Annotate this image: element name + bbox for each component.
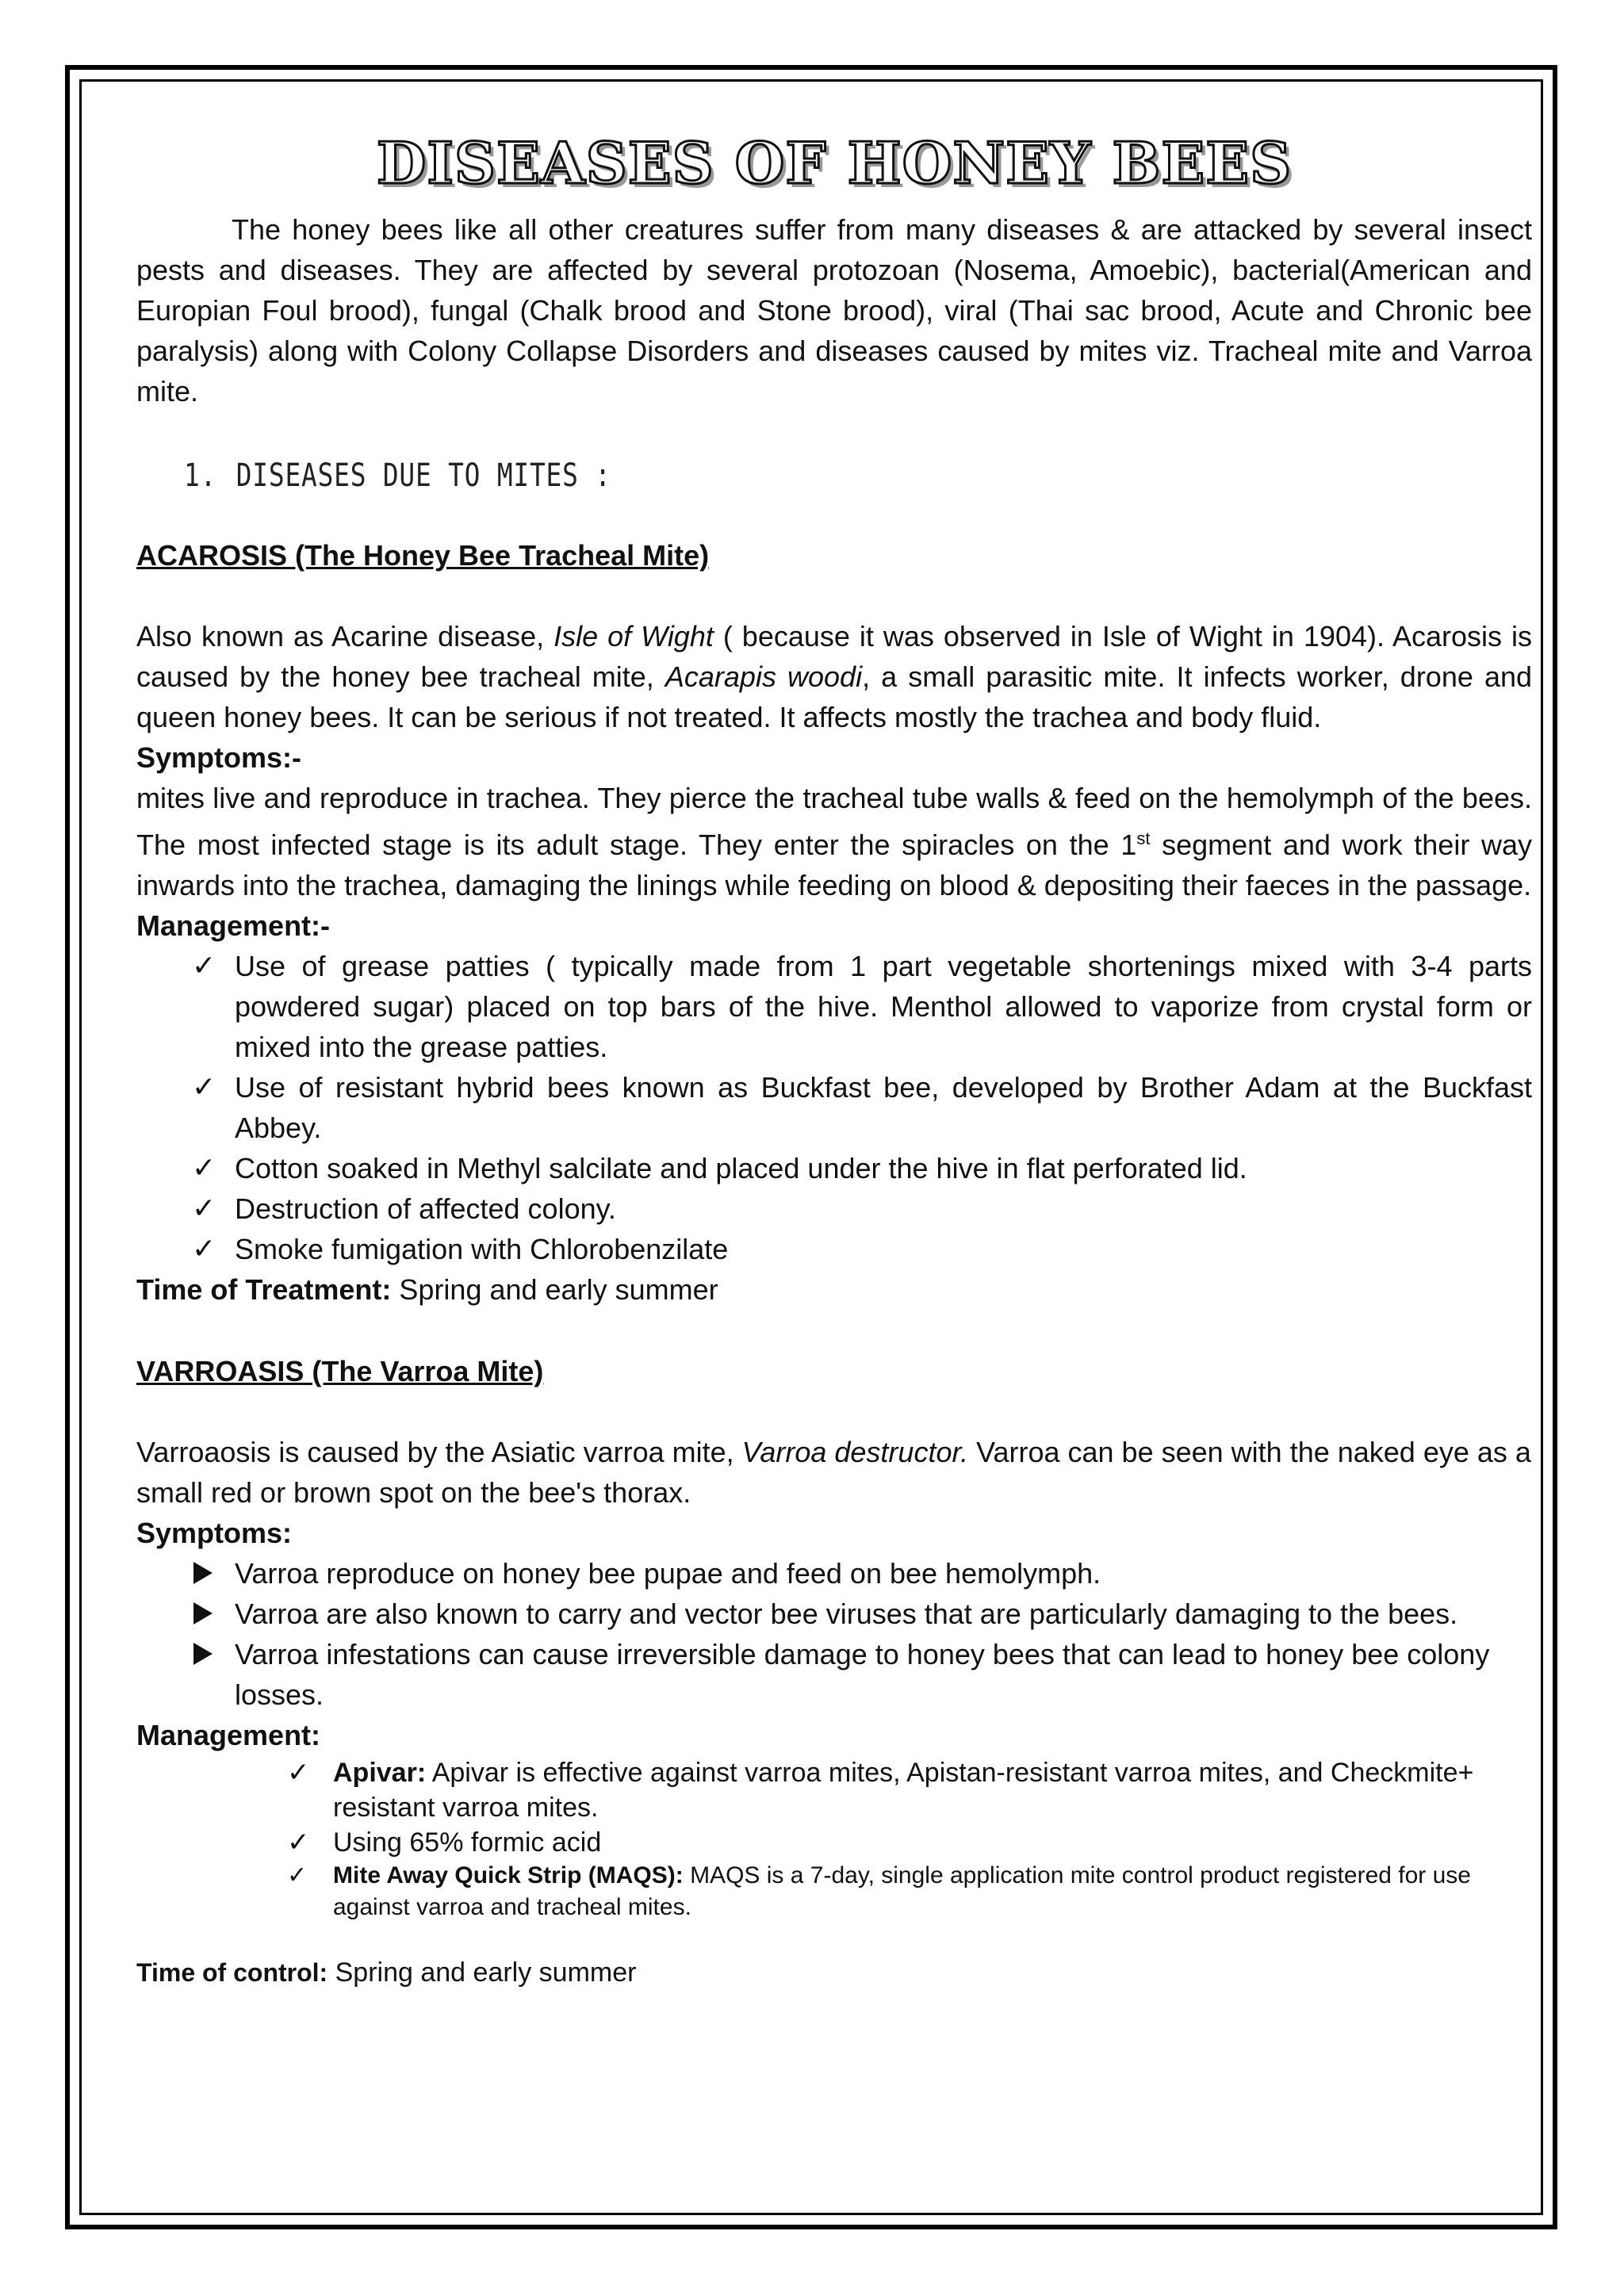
list-item-text: Varroa are also known to carry and vector bee viruses that are particularly damaging to the bees. (235, 1598, 1458, 1630)
section-number: 1. (184, 457, 217, 494)
list-item (136, 1553, 1532, 1594)
list-item-text: Destruction of affected colony. (235, 1192, 616, 1225)
italic-term: Isle of Wight (553, 620, 714, 652)
checkmark-icon: ✓ (287, 1862, 308, 1889)
acarosis-description (136, 616, 1532, 737)
italic-term: Varroa destructor. (741, 1436, 969, 1468)
text-run: , a small parasitic mite. It infects worker, drone and queen honey bees. It can be serious if not treated. It affects mostly the trachea and body fluid. (136, 660, 1533, 733)
list-item (136, 1860, 1532, 1923)
section-heading-mites (184, 457, 1289, 494)
text-run: mites live and reproduce in trachea. They pierce the tracheal tube walls & feed on the hemolymph of the bees. The most infected stage is its adult stage. They enter the spiracles on the 1 (136, 782, 1532, 861)
list-item-text: Varroa reproduce on honey bee pupae and feed on bee hemolymph. (235, 1557, 1101, 1590)
section-title: DISEASES DUE TO MITES : (236, 457, 611, 494)
list-item (136, 1229, 1532, 1269)
arrow-bullet-icon (193, 1643, 213, 1665)
superscript: st (1136, 828, 1151, 848)
document-body (136, 129, 1533, 1990)
list-item (136, 1634, 1532, 1715)
time-label: Time of control: (136, 1958, 328, 1987)
list-item-text: Apivar is effective against varroa mites, Apistan-resistant varroa mites, and Checkmite+ resistant varroa mites. (333, 1758, 1474, 1823)
page-title: DISEASES OF HONEY BEES (376, 129, 1293, 197)
time-value: Spring and early summer (391, 1273, 718, 1306)
arrow-bullet-icon (193, 1602, 213, 1624)
list-item-text: Use of grease patties ( typically made from 1 part vegetable shortenings mixed with 3-4 parts powdered sugar) placed on top bars of the hive. Menthol allowed to vaporize from crystal form or mixed into the grease patties. (235, 950, 1532, 1063)
text-run: segment and work their way inwards into the trachea, damaging the linings while feeding on blood & depositing their faeces in the passage. (136, 828, 1532, 901)
list-item-text: Varroa infestations can cause irreversible damage to honey bees that can lead to honey bee colony losses. (235, 1638, 1490, 1711)
list-item-text: MAQS is a 7-day, single application mite control product registered for use against varroa and tracheal mites. (333, 1862, 1471, 1920)
list-item (136, 1755, 1532, 1825)
checkmark-icon: ✓ (192, 1152, 216, 1184)
intro-paragraph: The honey bees like all other creatures suffer from many diseases & are attacked by several insect pests and diseases. They are affected by several protozoan (Nosema, Amoebic), bacterial(American and Europian Foul brood), fungal (Chalk brood and Stone brood), viral (Thai sac brood, Acute and Chronic bee paralysis) along with Colony Collapse Disorders and diseases caused by mites viz. Tracheal mite and Varroa mite. (136, 213, 1532, 408)
varroasis-symptoms-list (136, 1553, 1532, 1715)
acarosis-management-label: Management:- (136, 909, 331, 942)
list-item-text: Smoke fumigation with Chlorobenzilate (235, 1233, 729, 1265)
list-item-text: Use of resistant hybrid bees known as Buckfast bee, developed by Brother Adam at the Buckfast Abbey. (235, 1071, 1532, 1144)
time-value: Spring and early summer (327, 1957, 637, 1988)
list-item (136, 1594, 1532, 1634)
checkmark-icon: ✓ (192, 1071, 216, 1104)
text-run: Varroaosis is caused by the Asiatic varroa mite, (136, 1436, 742, 1468)
list-item-label: Mite Away Quick Strip (MAQS): (333, 1862, 684, 1888)
list-item (136, 946, 1532, 1067)
checkmark-icon: ✓ (192, 1192, 216, 1225)
list-item (136, 1825, 1532, 1860)
list-item (136, 1188, 1532, 1229)
list-item (136, 1067, 1532, 1148)
varroasis-heading: VARROASIS (The Varroa Mite) (136, 1355, 544, 1387)
list-item-text: Using 65% formic acid (333, 1827, 602, 1858)
varroasis-description (136, 1432, 1532, 1513)
acarosis-time-of-treatment (136, 1269, 1532, 1310)
arrow-bullet-icon (193, 1562, 213, 1584)
checkmark-icon: ✓ (287, 1827, 310, 1858)
time-label: Time of Treatment: (136, 1273, 392, 1306)
acarosis-management-list (136, 946, 1532, 1269)
text-run: Also known as Acarine disease, (136, 620, 554, 652)
list-item-text: Cotton soaked in Methyl salcilate and placed under the hive in flat perforated lid. (235, 1152, 1247, 1184)
varroasis-symptoms-label: Symptoms: (136, 1517, 293, 1549)
list-item-label: Apivar: (333, 1758, 427, 1788)
text-run: Varroa can be seen with the naked eye as a small red or brown spot on the bee's thorax. (136, 1436, 1531, 1509)
acarosis-heading: ACAROSIS (The Honey Bee Tracheal Mite) (136, 539, 710, 572)
spacer (136, 576, 1532, 616)
checkmark-icon: ✓ (192, 1233, 216, 1265)
varroasis-management-list (136, 1755, 1532, 1923)
italic-term: Acarapis woodi (665, 660, 863, 693)
acarosis-symptoms-text (136, 778, 1532, 905)
spacer (136, 1391, 1532, 1432)
varroasis-management-label: Management: (136, 1719, 321, 1751)
list-item (136, 1148, 1532, 1188)
checkmark-icon: ✓ (287, 1757, 310, 1789)
varroasis-time-of-control (136, 1955, 1532, 1990)
checkmark-icon: ✓ (192, 950, 216, 982)
acarosis-symptoms-label: Symptoms:- (136, 741, 302, 774)
text-run: ( because it was observed in Isle of Wight in 1904). Acarosis is caused by the honey bee tracheal mite, (136, 620, 1532, 693)
